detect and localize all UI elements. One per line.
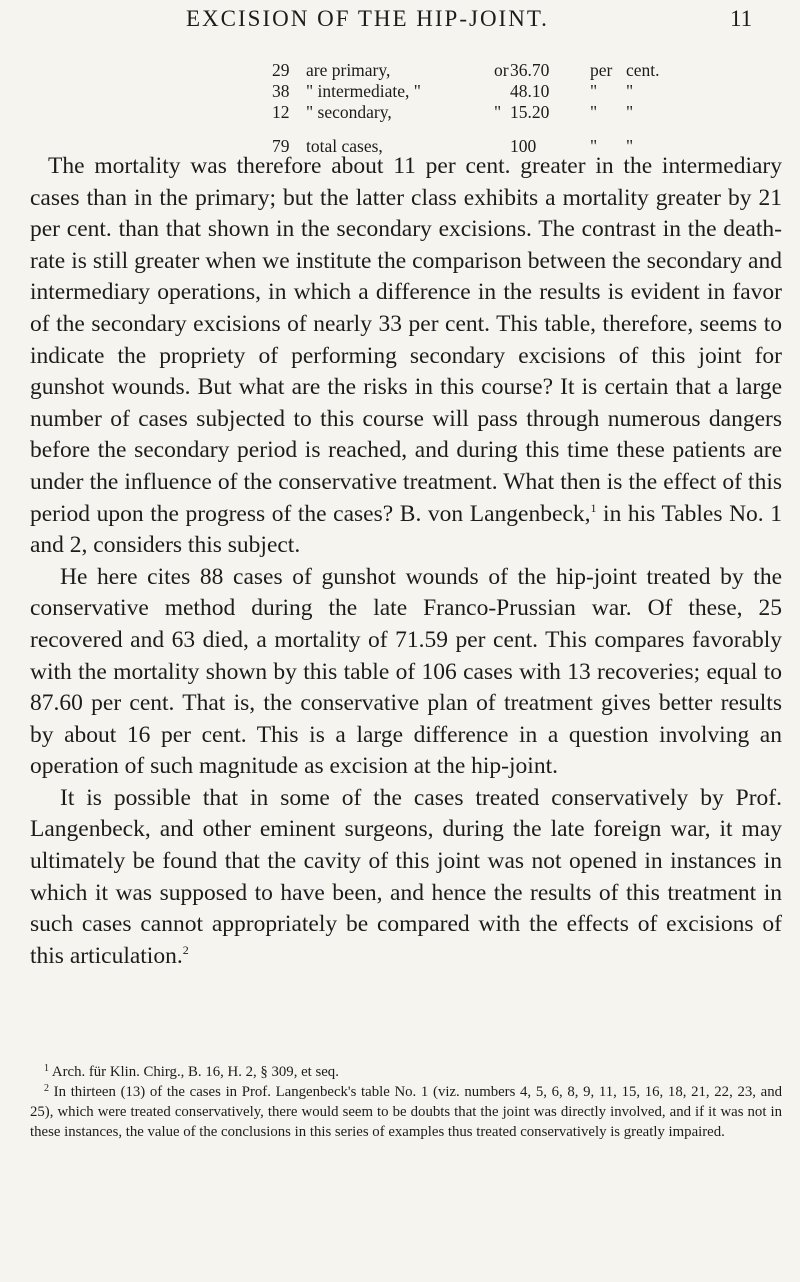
paragraph [30,151,782,562]
case-count: 38 [272,81,290,101]
footnote-mark: 1 [44,1063,49,1074]
page-number: 11 [730,6,753,31]
case-statistics-table [272,60,742,157]
paragraph-text: It is possible that in some of the cases treated conservatively by Prof. Langenbeck, and other eminent surgeons, during the late foreign war, it may ultimately be found that the cavity of this joint was not opened in instances in which it was supposed to have been, and hence the results of this treatment in such cases cannot appropriately be compared with the effects of excisions of this articulation. [30,784,782,969]
table-row [272,60,742,81]
unit-label: " [626,102,634,122]
total-percentage: 100 [510,136,537,156]
table-row [272,81,742,102]
paragraph-text: in his Tables No. 1 and 2, considers this subject. [30,500,783,559]
percentage-value: 36.70 [510,60,550,80]
paragraph: He here cites 88 cases of gunshot wounds of the hip-joint treated by the conservative method during the late Franco-Prussian war. Of these, 25 recovered and 63 died, a mortality of 71.59 per cent. This compares favorably with the mortality shown by this table of 106 cases with 13 recoveries; equal to 87.60 per cent. That is, the conservative plan of treatment gives better results by about 16 per cent. This is a large difference in a question involving an operation of such magnitude as excision at the hip-joint. [30,563,782,780]
paragraph-text: The mortality was therefore about 11 per cent. greater in the intermediary cases than in the primary; but the latter class exhibits a mortality greater by 21 per cent. than that shown in the secondary excisions. The contrast in the death-rate is still greater when we institute the comparison between the secondary and intermediary operations, in which a difference in the results is evident in favor of the secondary excisions of nearly 33 per cent. This table, therefore, seems to indicate the propriety of performing secondary excisions of this joint for gunshot wounds. But what are the risks in this course? It is certain that a large number of cases subjected to this course will pass through numerous dangers before the secondary period is reached, and during this time these patients are under the influence of the conservative treatment. What then is the effect of this period upon the progress of the cases? B. von Langenbeck, [30,153,782,527]
body-text [30,151,782,972]
footnote-mark: 2 [44,1083,49,1094]
footnote [30,1062,782,1082]
percentage-value: 15.20 [510,102,550,122]
case-class-label: are primary, [306,60,391,80]
unit-label: " [626,136,634,156]
case-class-label: " secondary, [306,102,392,122]
footnotes [30,1062,782,1142]
running-head [0,6,800,36]
unit-label: " [590,81,598,101]
footnote-text: In thirteen (13) of the cases in Prof. Langenbeck's table No. 1 (viz. numbers 4, 5, 6, 8, 9, 11, 15, 16, 18, 21, 22, 23, and 25), which were treated conservatively, there would seem to be doubts that the joint was directly involved, and if it was not in these instances, the value of the conclusions in this series of examples thus treated conservatively is greatly impaired. [30,1084,782,1140]
total-count: 79 [272,136,290,156]
unit-label: " [626,81,634,101]
footnote [30,1082,782,1142]
connector-word: " [494,102,502,122]
paragraph [30,783,782,973]
connector-word: or [494,60,509,80]
case-class-label: " intermediate, " [306,81,421,101]
footnote-text: Arch. für Klin. Chirg., B. 16, H. 2, § 309, et seq. [49,1064,339,1080]
table-row [272,102,742,123]
percentage-value: 48.10 [510,81,550,101]
running-title: EXCISION OF THE HIP-JOINT. [186,6,549,31]
case-count: 12 [272,102,290,122]
unit-label: " [590,136,598,156]
unit-label: per [590,60,613,80]
footnote-reference[interactable]: 1 [590,500,597,515]
case-count: 29 [272,60,290,80]
footnote-reference[interactable]: 2 [182,942,189,957]
unit-label: " [590,102,598,122]
unit-label: cent. [626,60,660,80]
total-label: total cases, [306,136,383,156]
